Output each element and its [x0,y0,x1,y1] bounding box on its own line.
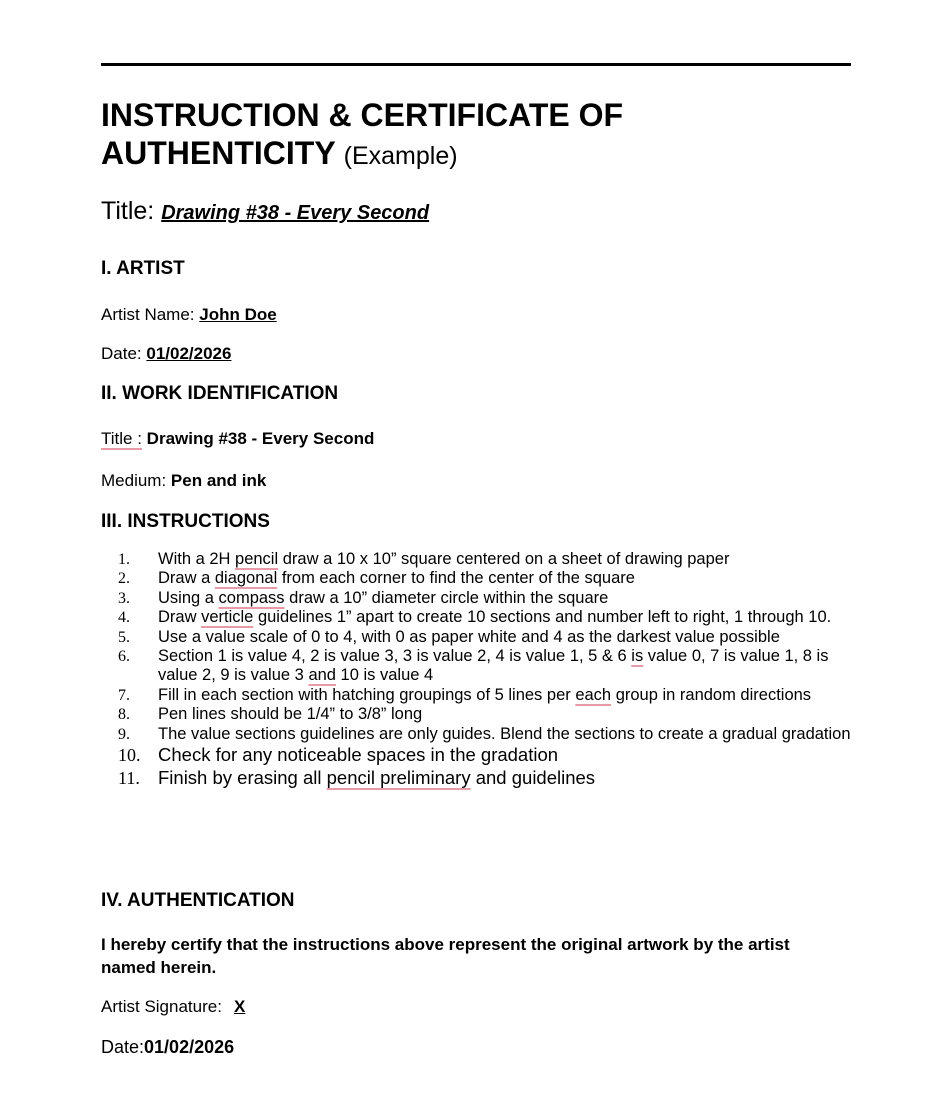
step-text: Check for any noticeable spaces in the gradation [158,744,559,766]
authentication-section-heading: IV. AUTHENTICATION [101,890,295,911]
list-item [101,569,853,588]
list-item [101,647,853,686]
document-heading-suffix: (Example) [343,142,458,170]
step-text: With a 2H pencil draw a 10 x 10” square centered on a sheet of drawing paper [158,550,730,568]
list-item [101,744,853,767]
artist-date-label: Date: [101,344,142,363]
artwork-title-label: Title: [101,197,155,225]
step-number: 2. [118,570,130,588]
step-number: 7. [118,686,130,704]
work-medium-field [101,470,266,492]
document-heading [101,96,623,175]
artwork-title-line [101,196,429,228]
step-text: Use a value scale of 0 to 4, with 0 as paper white and 4 as the darkest value possible [158,627,780,646]
authentication-date-value: 01/02/2026 [144,1037,235,1057]
step-text: The value sections guidelines are only guides. Blend the sections to create a gradual gradation [158,724,851,743]
list-item [101,725,853,744]
top-rule-divider [101,63,851,66]
step-number: 3. [118,589,130,607]
work-title-label: Title : [101,429,142,448]
work-title-value: Drawing #38 - Every Second [146,429,375,448]
artist-section-heading: I. ARTIST [101,258,185,279]
list-item [101,767,853,790]
work-title-field [101,428,374,450]
work-medium-value: Pen and ink [170,471,267,490]
step-number: 5. [118,628,130,646]
step-text: Finish by erasing all pencil preliminary and guidelines [158,766,596,788]
signature-label: Artist Signature: [101,997,222,1016]
step-number: 1. [118,551,130,568]
list-item [101,628,853,647]
artist-name-label: Artist Name: [101,305,195,324]
instructions-section-heading: III. INSTRUCTIONS [101,511,270,532]
step-text: Section 1 is value 4, 2 is value 3, 3 is value 2, 4 is value 1, 5 & 6 is value 0, 7 is value 1, 8 is value 2, 9 is value 3 and 10 is value 4 [158,647,829,685]
work-medium-label: Medium: [101,471,167,490]
artwork-title-value: Drawing #38 - Every Second [161,202,430,224]
step-number: 9. [118,725,130,743]
artist-name-field [101,304,277,326]
signature-value: X [233,997,246,1016]
list-item [101,705,853,724]
list-item [101,550,853,569]
certification-statement: I hereby certify that the instructions above represent the original artwork by the artist named herein. [101,935,790,977]
step-text: Fill in each section with hatching groupings of 5 lines per each group in random directions [158,685,812,704]
authentication-date-label: Date: [101,1037,145,1057]
step-number: 10. [118,745,141,766]
authentication-date-field [101,1036,234,1058]
document-heading-text: INSTRUCTION & CERTIFICATE OF AUTHENTICITY [101,97,624,171]
list-item [101,608,853,627]
artist-name-value: John Doe [199,305,277,324]
signature-field [101,996,245,1018]
work-section-heading: II. WORK IDENTIFICATION [101,383,339,404]
list-item [101,589,853,608]
artist-date-field [101,343,231,365]
step-text: Using a compass draw a 10” diameter circle within the square [158,588,609,607]
step-number: 8. [118,706,130,724]
step-text: Draw a diagonal from each corner to find the center of the square [158,569,635,588]
instruction-steps-list [101,550,853,789]
step-number: 11. [118,767,140,788]
step-text: Pen lines should be 1/4” to 3/8” long [158,705,423,724]
step-text: Draw verticle guidelines 1” apart to create 10 sections and number left to right, 1 through 10. [158,608,832,627]
step-number: 4. [118,609,130,627]
artist-date-value: 01/02/2026 [146,344,232,363]
list-item [101,686,853,705]
step-number: 6. [118,648,130,666]
